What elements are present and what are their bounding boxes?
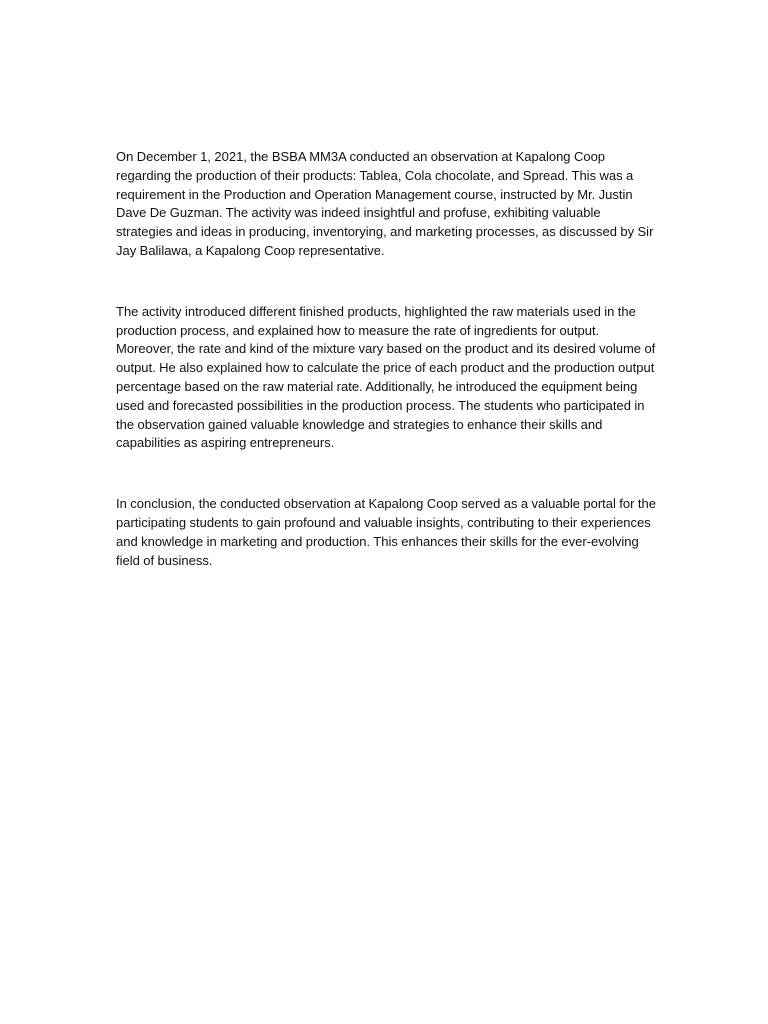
paragraph-introduction: On December 1, 2021, the BSBA MM3A conducted an observation at Kapalong Coop regarding the production of their products: Tablea, Cola chocolate, and Spread. This was a requirement in the Production and Operation Management course, instructed by Mr. Justin Dave De Guzman. The activity was indeed insightful and profuse, exhibiting valuable strategies and ideas in producing, inventorying, and marketing processes, as discussed by Sir Jay Balilawa, a Kapalong Coop representative. [116,149,654,258]
paragraph-activity-details: The activity introduced different finished products, highlighted the raw materials used in the production process, and explained how to measure the rate of ingredients for output. Moreover, the rate and kind of the mixture vary based on the product and its desired volume of output. He also explained how to calculate the price of each product and the production output percentage based on the raw material rate. Additionally, he introduced the equipment being used and forecasted possibilities in the production process. The students who participated in the observation gained valuable knowledge and strategies to enhance their skills and capabilities as aspiring entrepreneurs. [116,303,656,451]
document-body [116,148,656,570]
paragraph-conclusion: In conclusion, the conducted observation at Kapalong Coop served as a valuable portal for the participating students to gain profound and valuable insights, contributing to their experiences and knowledge in marketing and production. This enhances their skills for the ever-evolving field of business. [116,496,656,568]
